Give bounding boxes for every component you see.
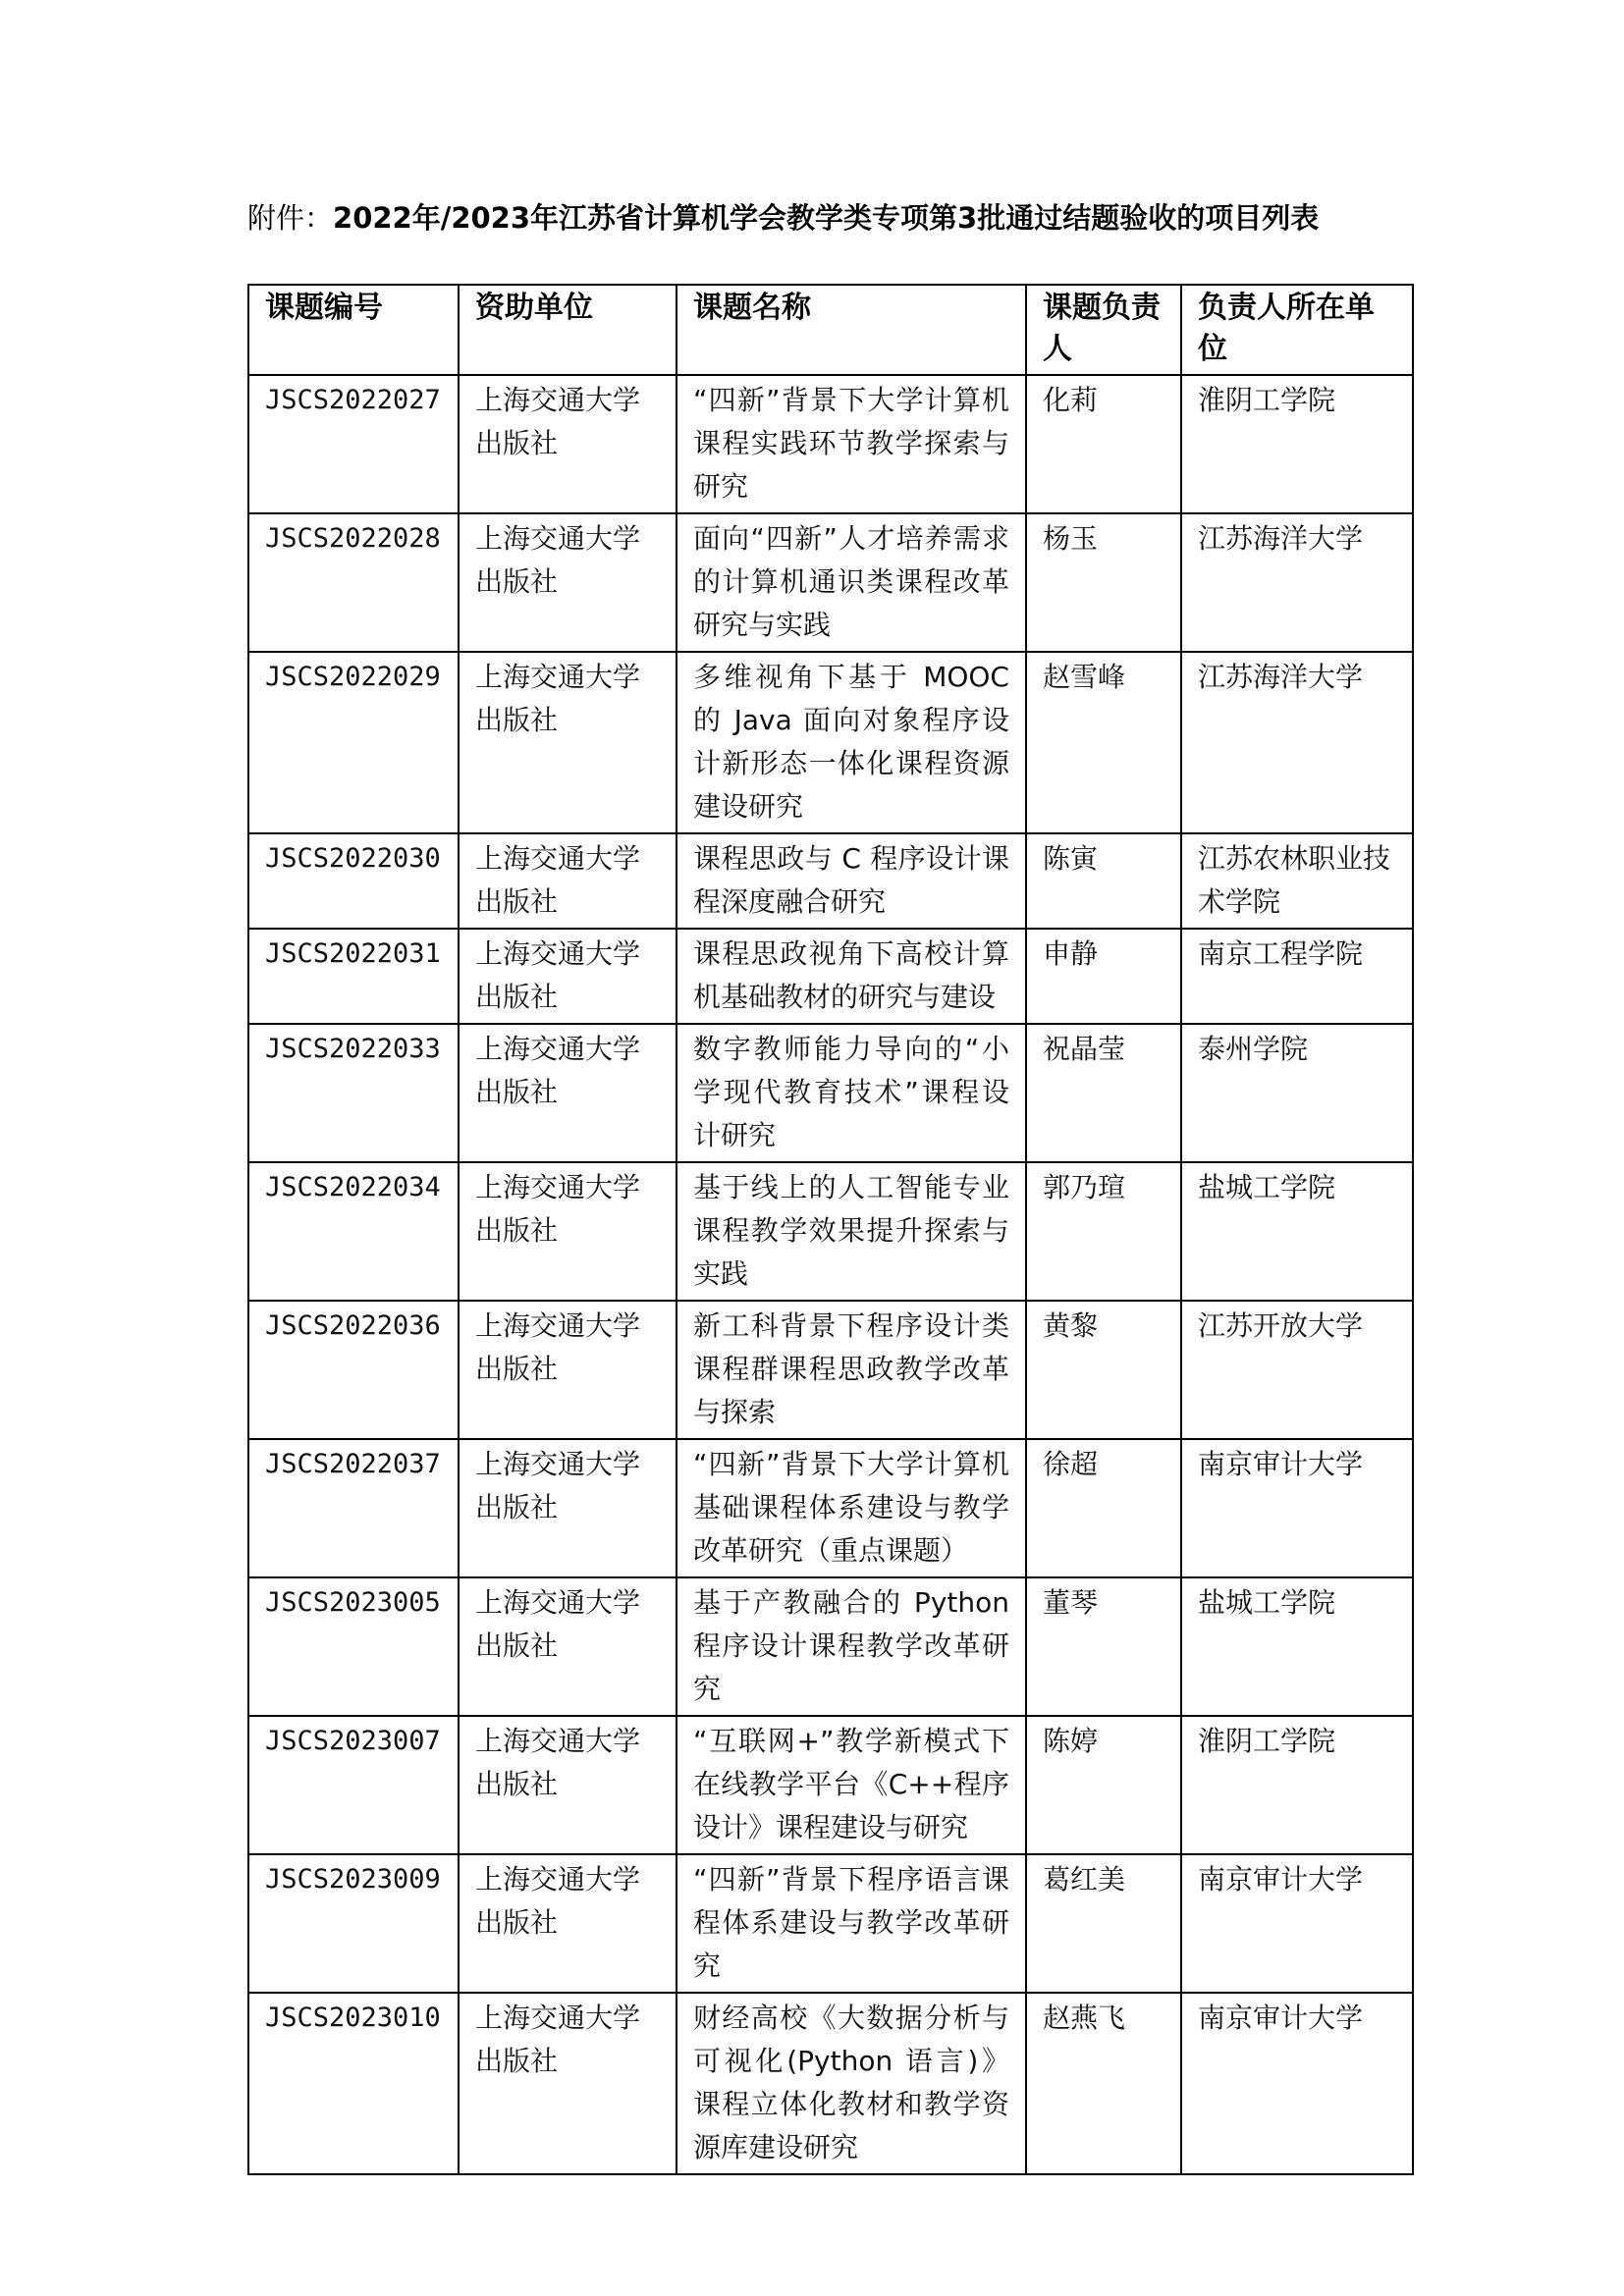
header-sponsor: 资助单位 bbox=[459, 285, 677, 375]
project-leader: 杨玉 bbox=[1026, 513, 1181, 652]
table-row bbox=[248, 929, 1413, 1024]
table-row bbox=[248, 1993, 1413, 2174]
project-title: “互联网+”教学新模式下在线教学平台《C++程序设计》课程建设与研究 bbox=[677, 1716, 1026, 1854]
table-row bbox=[248, 1577, 1413, 1716]
table-row bbox=[248, 1716, 1413, 1854]
leader-affiliation: 南京审计大学 bbox=[1181, 1993, 1413, 2174]
project-leader: 董琴 bbox=[1026, 1577, 1181, 1716]
project-leader: 赵雪峰 bbox=[1026, 652, 1181, 833]
project-title: 新工科背景下程序设计类课程群课程思政教学改革与探索 bbox=[677, 1301, 1026, 1439]
project-code: JSCS2022031 bbox=[248, 929, 459, 1024]
sponsor-unit: 上海交通大学出版社 bbox=[459, 1301, 677, 1439]
leader-affiliation: 盐城工学院 bbox=[1181, 1162, 1413, 1301]
table-row bbox=[248, 652, 1413, 833]
header-leader: 课题负责人 bbox=[1026, 285, 1181, 375]
project-code: JSCS2022036 bbox=[248, 1301, 459, 1439]
table-row bbox=[248, 1162, 1413, 1301]
leader-affiliation: 淮阴工学院 bbox=[1181, 1716, 1413, 1854]
sponsor-unit: 上海交通大学出版社 bbox=[459, 929, 677, 1024]
leader-affiliation: 泰州学院 bbox=[1181, 1024, 1413, 1162]
project-leader: 葛红美 bbox=[1026, 1854, 1181, 1993]
project-code: JSCS2022034 bbox=[248, 1162, 459, 1301]
leader-affiliation: 南京审计大学 bbox=[1181, 1854, 1413, 1993]
project-title: 财经高校《大数据分析与可视化(Python 语言)》课程立体化教材和教学资源库建设研究 bbox=[677, 1993, 1026, 2174]
sponsor-unit: 上海交通大学出版社 bbox=[459, 1162, 677, 1301]
leader-affiliation: 江苏海洋大学 bbox=[1181, 652, 1413, 833]
leader-affiliation: 南京工程学院 bbox=[1181, 929, 1413, 1024]
project-title: “四新”背景下大学计算机课程实践环节教学探索与研究 bbox=[677, 375, 1026, 513]
leader-affiliation: 江苏农林职业技术学院 bbox=[1181, 833, 1413, 929]
sponsor-unit: 上海交通大学出版社 bbox=[459, 375, 677, 513]
project-code: JSCS2022030 bbox=[248, 833, 459, 929]
project-title: “四新”背景下程序语言课程体系建设与教学改革研究 bbox=[677, 1854, 1026, 1993]
project-title: 数字教师能力导向的“小学现代教育技术”课程设计研究 bbox=[677, 1024, 1026, 1162]
header-code: 课题编号 bbox=[248, 285, 459, 375]
page-title bbox=[247, 198, 1426, 238]
project-leader: 申静 bbox=[1026, 929, 1181, 1024]
sponsor-unit: 上海交通大学出版社 bbox=[459, 1854, 677, 1993]
project-leader: 郭乃瑄 bbox=[1026, 1162, 1181, 1301]
table-row bbox=[248, 1301, 1413, 1439]
project-title: 课程思政视角下高校计算机基础教材的研究与建设 bbox=[677, 929, 1026, 1024]
sponsor-unit: 上海交通大学出版社 bbox=[459, 833, 677, 929]
sponsor-unit: 上海交通大学出版社 bbox=[459, 652, 677, 833]
sponsor-unit: 上海交通大学出版社 bbox=[459, 1024, 677, 1162]
project-leader: 黄黎 bbox=[1026, 1301, 1181, 1439]
leader-affiliation: 南京审计大学 bbox=[1181, 1439, 1413, 1577]
project-code: JSCS2023007 bbox=[248, 1716, 459, 1854]
project-leader: 徐超 bbox=[1026, 1439, 1181, 1577]
table-row bbox=[248, 1854, 1413, 1993]
project-table bbox=[247, 284, 1414, 2175]
table-row bbox=[248, 375, 1413, 513]
project-leader: 赵燕飞 bbox=[1026, 1993, 1181, 2174]
table-row bbox=[248, 833, 1413, 929]
project-code: JSCS2022029 bbox=[248, 652, 459, 833]
sponsor-unit: 上海交通大学出版社 bbox=[459, 1993, 677, 2174]
title-prefix: 附件： bbox=[247, 201, 334, 235]
table-header-row bbox=[248, 285, 1413, 375]
project-leader: 化莉 bbox=[1026, 375, 1181, 513]
project-code: JSCS2023005 bbox=[248, 1577, 459, 1716]
project-title: “四新”背景下大学计算机基础课程体系建设与教学改革研究（重点课题） bbox=[677, 1439, 1026, 1577]
project-code: JSCS2022028 bbox=[248, 513, 459, 652]
leader-affiliation: 盐城工学院 bbox=[1181, 1577, 1413, 1716]
project-code: JSCS2023010 bbox=[248, 1993, 459, 2174]
project-leader: 祝晶莹 bbox=[1026, 1024, 1181, 1162]
leader-affiliation: 淮阴工学院 bbox=[1181, 375, 1413, 513]
leader-affiliation: 江苏开放大学 bbox=[1181, 1301, 1413, 1439]
sponsor-unit: 上海交通大学出版社 bbox=[459, 513, 677, 652]
header-affiliation: 负责人所在单位 bbox=[1181, 285, 1413, 375]
project-leader: 陈婷 bbox=[1026, 1716, 1181, 1854]
leader-affiliation: 江苏海洋大学 bbox=[1181, 513, 1413, 652]
project-title: 面向“四新”人才培养需求的计算机通识类课程改革研究与实践 bbox=[677, 513, 1026, 652]
project-title: 课程思政与 C 程序设计课程深度融合研究 bbox=[677, 833, 1026, 929]
project-code: JSCS2022033 bbox=[248, 1024, 459, 1162]
sponsor-unit: 上海交通大学出版社 bbox=[459, 1716, 677, 1854]
project-code: JSCS2023009 bbox=[248, 1854, 459, 1993]
table-row bbox=[248, 1024, 1413, 1162]
table-row bbox=[248, 1439, 1413, 1577]
table-row bbox=[248, 513, 1413, 652]
project-title: 基于线上的人工智能专业课程教学效果提升探索与实践 bbox=[677, 1162, 1026, 1301]
sponsor-unit: 上海交通大学出版社 bbox=[459, 1577, 677, 1716]
project-title: 基于产教融合的 Python 程序设计课程教学改革研究 bbox=[677, 1577, 1026, 1716]
title-main: 2022年/2023年江苏省计算机学会教学类专项第3批通过结题验收的项目列表 bbox=[333, 201, 1320, 235]
header-title: 课题名称 bbox=[677, 285, 1026, 375]
project-code: JSCS2022037 bbox=[248, 1439, 459, 1577]
project-title: 多维视角下基于 MOOC 的 Java 面向对象程序设计新形态一体化课程资源建设研究 bbox=[677, 652, 1026, 833]
project-leader: 陈寅 bbox=[1026, 833, 1181, 929]
sponsor-unit: 上海交通大学出版社 bbox=[459, 1439, 677, 1577]
project-code: JSCS2022027 bbox=[248, 375, 459, 513]
